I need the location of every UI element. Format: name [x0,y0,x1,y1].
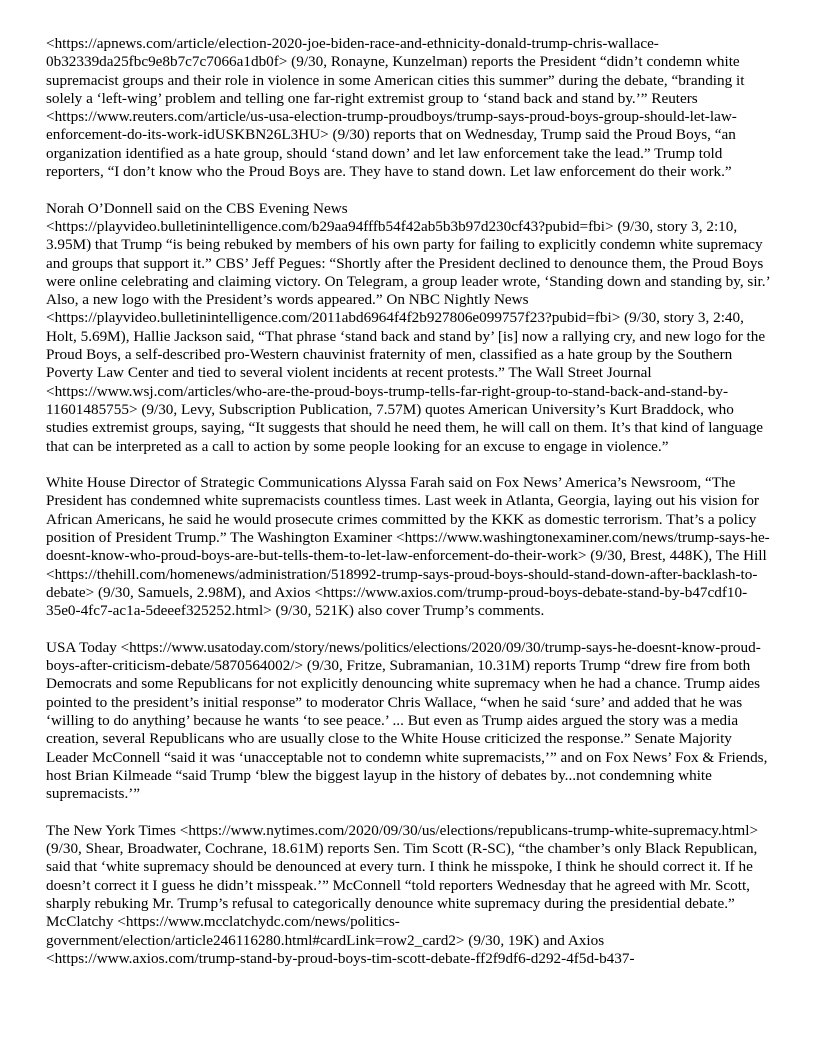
paragraph-network-news: Norah O’Donnell said on the CBS Evening News <https://playvideo.bulletinintelligence.com/b29aa94fffb54f42ab5b3b97d230cf43?pubid=fbi> (9/30, story 3, 2:10, 3.95M) that Trump “is being rebuked by members of his own party for failing to explicitly condemn white supremacy and groups that support it.” CBS’ Jeff Pegues: “Shortly after the President declined to denounce them, the Proud Boys were online celebrating and claiming victory. On Telegram, a group leader wrote, ‘Standing down and standing by, sir.’ Also, a new logo with the President’s words appeared.” On NBC Nightly News <https://playvideo.bulletinintelligence.com/2011abd6964f4f2b927806e099757f23?pubid=fbi> (9/30, story 3, 2:40, Holt, 5.69M), Hallie Jackson said, “That phrase ‘stand back and stand by’ [is] now a rallying cry, and new logo for the Proud Boys, a self-described pro-Western chauvinist fraternity of men, classified as a hate group by the Southern Poverty Law Center and tied to several violent incidents at recent protests.” The Wall Street Journal <https://www.wsj.com/articles/who-are-the-proud-boys-trump-tells-far-right-group-to-stand-back-and-stand-by-11601485755> (9/30, Levy, Subscription Publication, 7.57M) quotes American University’s Kurt Braddock, who studies extremist groups, saying, “It suggests that should he need them, he will call on them. It’s that kind of language that can be interpreted as a call to action by some people looking for an excuse to engage in violence.” [46,199,770,455]
paragraph-white-house-response: White House Director of Strategic Communications Alyssa Farah said on Fox News’ America’s Newsroom, “The President has condemned white supremacists countless times. Last week in Atlanta, Georgia, laying out his vision for African Americans, he said he would prosecute crimes committed by the KKK as domestic terrorism. That’s a policy position of President Trump.” The Washington Examiner <https://www.washingtonexaminer.com/news/trump-says-he-doesnt-know-who-proud-boys-are-but-tells-them-to-let-law-enforcement-do-their-work> (9/30, Brest, 448K), The Hill <https://thehill.com/homenews/administration/518992-trump-says-proud-boys-should-stand-down-after-backlash-to-debate> (9/30, Samuels, 2.98M), and Axios <https://www.axios.com/trump-proud-boys-debate-stand-by-b47cdf10-35e0-4fc7-ac1a-5deeef325252.html> (9/30, 521K) also cover Trump’s comments. [46,474,770,620]
document-body [46,35,774,986]
paragraph-ap-reuters: <https://apnews.com/article/election-2020-joe-biden-race-and-ethnicity-donald-trump-chris-wallace-0b32339da25fbc9e8b7c7c7066a1db0f> (9/30, Ronayne, Kunzelman) reports the President “didn’t condemn white supremacist groups and their role in violence in some American cities this summer” during the debate, “branding it solely a ‘left-wing’ problem and telling one far-right extremist group to ‘stand back and stand by.’” Reuters <https://www.reuters.com/article/us-usa-election-trump-proudboys/trump-says-proud-boys-group-should-let-law-enforcement-do-its-work-idUSKBN26L3HU> (9/30) reports that on Wednesday, Trump said the Proud Boys, “an organization identified as a hate group, should ‘stand down’ and let law enforcement take the lead.” Trump told reporters, “I don’t know who the Proud Boys are. They have to stand down. Let law enforcement do their work.” [46,35,745,181]
paragraph-usa-today: USA Today <https://www.usatoday.com/story/news/politics/elections/2020/09/30/trump-says-he-doesnt-know-proud-boys-after-criticism-debate/5870564002/> (9/30, Fritze, Subramanian, 10.31M) reports Trump “drew fire from both Democrats and some Republicans for not explicitly denouncing white supremacy when he had a chance. Trump aides pointed to the president’s initial response” to moderator Chris Wallace, “when he said ‘sure’ and added that he was ‘willing to do anything’ because he wants ‘to see peace.’ ... But even as Trump aides argued the story was a media creation, several Republicans who are usually close to the White House criticized the response.” Senate Majority Leader McConnell “said it was ‘unacceptable not to condemn white supremacists,’” and on Fox News’ Fox & Friends, host Brian Kilmeade “said Trump ‘blew the biggest layup in the history of debates by...not condemning white supremacists.’” [46,638,768,803]
paragraph-new-york-times: The New York Times <https://www.nytimes.com/2020/09/30/us/elections/republicans-trump-white-supremacy.html> (9/30, Shear, Broadwater, Cochrane, 18.61M) reports Sen. Tim Scott (R-SC), “the chamber’s only Black Republican, said that ‘white supremacy should be denounced at every turn. I think he misspoke, I think he should correct it. If he doesn’t correct it I guess he didn’t misspeak.’” McConnell “told reporters Wednesday that he agreed with Mr. Scott, sharply rebuking Mr. Trump’s refusal to categorically denounce white supremacy during the presidential debate.” McClatchy <https://www.mcclatchydc.com/news/politics-government/election/article246116280.html#cardLink=row2_card2> (9/30, 19K) and Axios <https://www.axios.com/trump-stand-by-proud-boys-tim-scott-debate-ff2f9df6-d292-4f5d-b437- [46,821,759,967]
